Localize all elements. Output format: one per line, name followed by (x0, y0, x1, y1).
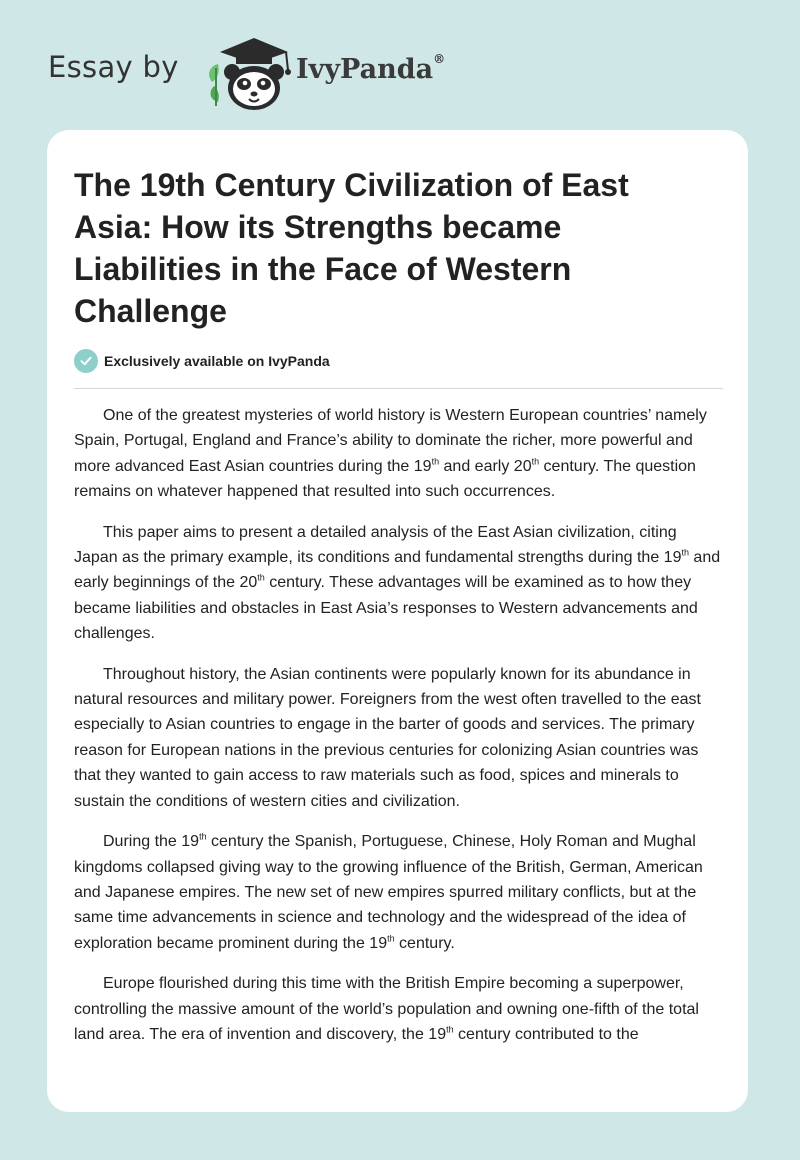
paragraph-text: and early beginnings of the 20 (74, 549, 721, 592)
page-title: The 19th Century Civilization of East Asia: How its Strengths became Liabilities in the Face of Western Challenge (74, 167, 629, 329)
site-header (48, 32, 508, 112)
ordinal-suffix: th (199, 831, 207, 842)
paragraph-text: During the 19 (103, 833, 200, 851)
paragraph-text: century. (394, 934, 455, 952)
paragraph-text: Europe flourished during this time with the British Empire becoming a superpower, controlling the massive amount of the world’s population and owning one-fifth of the total land area. The era of invention and discovery, the 19 (74, 975, 699, 1043)
paragraph-text: century. These advantages will be examined as to how they became liabilities and obstacles in East Asia’s responses to Western advancements and challenges. (74, 574, 698, 643)
brand-name[interactable]: IvyPanda® (296, 52, 446, 85)
registered-mark: ® (433, 52, 446, 66)
ordinal-suffix: th (446, 1024, 454, 1035)
essay-body (74, 403, 724, 1062)
paragraph-text: One of the greatest mysteries of world history is Western European countries’ namely Spain, Portugal, England and France’s ability to dominate the richer, more powerful and more advanced East Asian countries during the 19 (74, 407, 707, 475)
essay-paragraph (74, 662, 724, 814)
essay-paragraph (74, 971, 724, 1047)
exclusive-badge (74, 348, 330, 374)
panda-logo-icon[interactable] (202, 32, 294, 112)
ordinal-suffix: th (531, 456, 540, 467)
paragraph-text: Throughout history, the Asian continents were popularly known for its abundance in natural resources and military power. Foreigners from the west often travelled to the east especially to Asian countries to engage in the barter of goods and services. The primary reason for European nations in the previous centuries for colonizing Asian countries was that they wanted to gain access to raw materials such as food, spices and minerals to sustain the conditions of western cities and civilization. (74, 665, 701, 810)
essay-card (47, 130, 748, 1112)
paragraph-text: century contributed to the (453, 1025, 639, 1043)
ordinal-suffix: th (257, 573, 265, 584)
ordinal-suffix: th (681, 547, 689, 558)
divider (74, 388, 723, 389)
essay-paragraph (74, 829, 724, 956)
ordinal-suffix: th (387, 933, 395, 944)
paragraph-text: This paper aims to present a detailed analysis of the East Asian civilization, citing Japan as the primary example, its conditions and fundamental strengths during the 19 (74, 523, 682, 567)
essay-paragraph (74, 403, 724, 505)
paragraph-text: century. The question remains on whatever happened that resulted into such occurrences. (74, 457, 696, 501)
check-icon (74, 349, 98, 373)
paragraph-text: century the Spanish, Portuguese, Chinese, Holy Roman and Mughal kingdoms collapsed giving way to the growing influence of the British, German, American and Japanese empires. The new set of new empires spurred military conflicts, but at the same time advancements in science and technology and the widespread of the idea of exploration became prominent during the 19 (74, 833, 703, 952)
exclusive-label: Exclusively available on IvyPanda (104, 353, 330, 369)
paragraph-text: and early 20 (439, 457, 532, 475)
essay-by-label: Essay by (48, 50, 179, 84)
ordinal-suffix: th (431, 456, 440, 467)
essay-paragraph (74, 520, 724, 647)
